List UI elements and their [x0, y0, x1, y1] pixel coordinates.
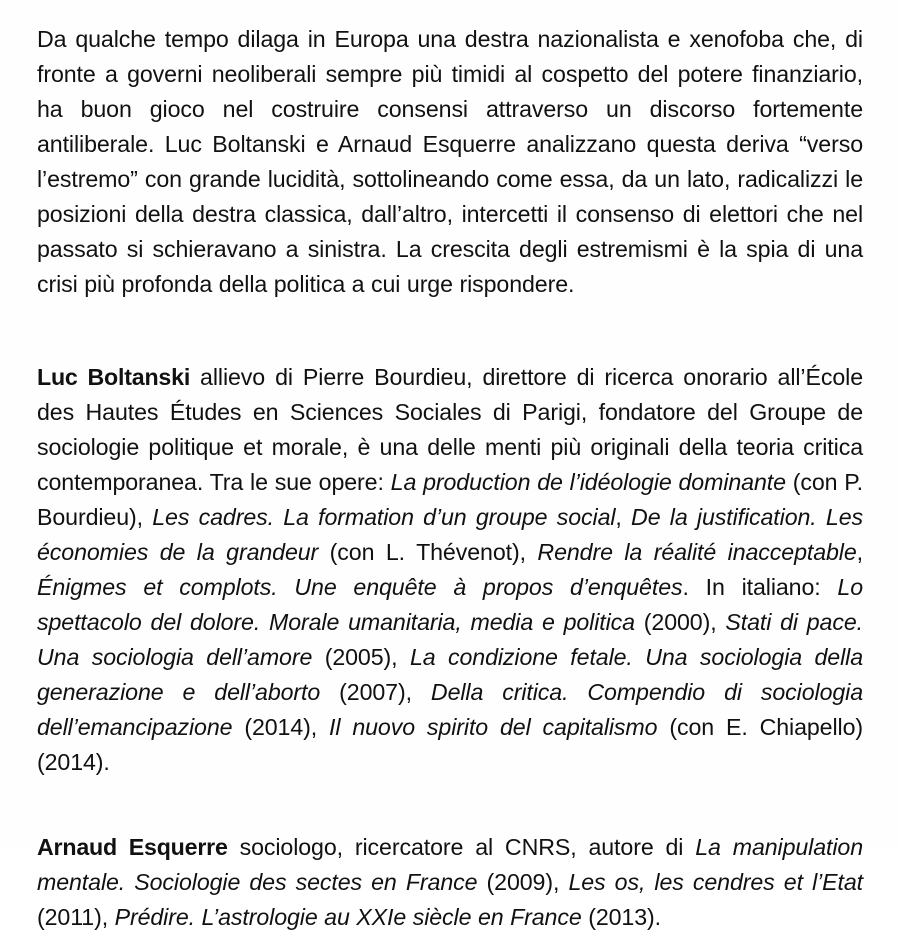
work-note-esquerre-1: (2011), — [37, 904, 115, 930]
author-lead-in-boltanski: allievo di Pierre Bourdieu, direttore di ricerca onorario all’École des Hautes Études en Sciences Sociales di Parigi, fondatore del Groupe de sociologie politique et morale, è una delle menti più originali della teoria critica contemporanea. Tra le sue opere: — [37, 364, 863, 495]
work-title-fr-1: Les cadres. La formation d’un groupe social — [152, 504, 616, 530]
work-note-fr-0: (con P. Bourdieu), — [37, 469, 863, 530]
work-note-it-2: (2007), — [320, 679, 431, 705]
author-bio-esquerre — [37, 830, 863, 935]
work-title-it-1: Stati di pace. Una sociologia dell’amore — [37, 609, 863, 670]
work-title-fr-3: Rendre la réalité inacceptable — [537, 539, 857, 565]
work-note-it-0: (2000), — [634, 609, 726, 635]
author-bio-boltanski — [37, 360, 863, 780]
work-note-fr-1: , — [615, 504, 632, 530]
work-note-esquerre-0: (2009), — [477, 869, 569, 895]
work-title-it-3: Della critica. Compendio di sociologia dell’emancipazione — [37, 679, 864, 740]
work-title-fr-0: La production de l’idéologie dominante — [390, 469, 786, 495]
work-title-it-2: La condizione fetale. Una sociologia della generazione e dell’aborto — [37, 644, 863, 705]
work-title-it-0: Lo spettacolo del dolore. Morale umanitaria, media e politica — [37, 574, 864, 635]
work-note-it-3: (2014), — [232, 714, 330, 740]
work-title-fr-4: Énigmes et complots. Une enquête à propos d’enquêtes — [37, 574, 683, 600]
work-note-esquerre-2: (2013). — [581, 904, 661, 930]
italian-works-intro: In italiano: — [705, 574, 838, 600]
work-title-fr-2: De la justification. Les économies de la grandeur — [37, 504, 863, 565]
work-note-fr-3: , — [856, 539, 863, 565]
author-name-esquerre: Arnaud Esquerre — [37, 834, 228, 860]
work-note-fr-2: (con L. Thévenot), — [318, 539, 538, 565]
work-note-it-4: (con E. Chiapello) (2014). — [37, 714, 863, 775]
author-name-boltanski: Luc Boltanski — [37, 364, 191, 390]
work-title-esquerre-2: Prédire. L’astrologie au XXIe siècle en France — [114, 904, 582, 930]
book-description-paragraph: Da qualche tempo dilaga in Europa una destra nazionalista e xenofoba che, di fronte a governi neoliberali sempre più timidi al cospetto del potere finanziario, ha buon gioco nel costruire consensi attraverso un discorso fortemente antiliberale. Luc Boltanski e Arnaud Esquerre analizzano questa deriva “verso l’estremo” con grande lucidità, sottolineando come essa, da un lato, radicalizzi le posizioni della destra classica, dall’altro, intercetti il consenso di elettori che nel passato si schieravano a sinistra. La crescita degli estremismi è la spia di una crisi più profonda della politica a cui urge rispondere. — [37, 26, 863, 297]
work-note-fr-4: . — [682, 574, 706, 600]
work-title-esquerre-1: Les os, les cendres et l’Etat — [568, 869, 864, 895]
author-lead-in-esquerre: sociologo, ricercatore al CNRS, autore di — [227, 834, 696, 860]
work-title-it-4: Il nuovo spirito del capitalismo — [329, 714, 658, 740]
work-note-it-1: (2005), — [312, 644, 410, 670]
work-title-esquerre-0: La manipulation mentale. Sociologie des sectes en France — [37, 834, 864, 895]
